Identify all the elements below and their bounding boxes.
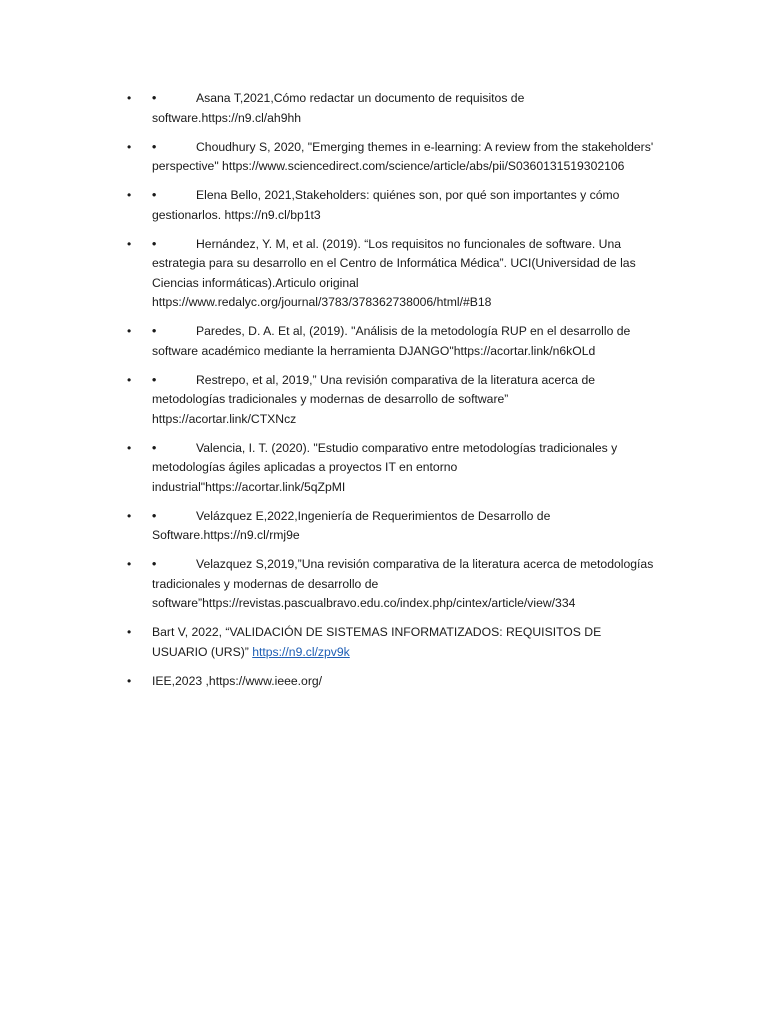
bullet: • [127, 508, 132, 523]
reference-text: Velazquez S,2019,”Una revisión comparativa de la literatura acerca de metodologías tradicionales y modernas de desarrollo de software”https://revistas.pascualbravo.edu.co/index.php/cintex/article/view/334 [152, 557, 654, 610]
reference-text: Valencia, I. T. (2020). "Estudio comparativo entre metodologías tradicionales y metodologías ágiles aplicadas a proyectos IT en entorno industrial"https://acortar.link/5qZpMI [152, 440, 618, 494]
inner-bullet: • [152, 372, 157, 387]
bullet: • [127, 673, 132, 688]
reference-text: Paredes, D. A. Et al, (2019). "Análisis de la metodología RUP en el desarrollo de software académico mediante la herramienta DJANGO"https://acortar.link/n6kOLd [152, 324, 631, 358]
inner-bullet: • [152, 557, 157, 571]
reference-text: Velázquez E,2022,Ingeniería de Requerimientos de Desarrollo de Software.https://n9.cl/rmj9e [152, 508, 551, 542]
bullet: • [127, 372, 132, 387]
inner-bullet: • [152, 440, 157, 455]
inner-bullet: • [152, 324, 157, 338]
list-item [124, 235, 654, 313]
reference-text: Bart V, 2022, “VALIDACIÓN DE SISTEMAS INFORMATIZADOS: REQUISITOS DE USUARIO (URS)” [152, 625, 602, 659]
list-item [124, 371, 654, 430]
inner-bullet: • [152, 188, 157, 202]
bullet: • [127, 625, 132, 639]
inner-bullet: • [152, 139, 157, 154]
reference-text: Elena Bello, 2021,Stakeholders: quiénes son, por qué son importantes y cómo gestionarlos. https://n9.cl/bp1t3 [152, 188, 620, 222]
inner-bullet: • [152, 91, 157, 105]
bullet: • [127, 236, 132, 251]
bullet: • [127, 91, 132, 105]
list-item [124, 186, 654, 225]
reference-link[interactable]: https://n9.cl/zpv9k [252, 644, 350, 659]
bullet: • [127, 139, 132, 154]
reference-text: Choudhury S, 2020, "Emerging themes in e-learning: A review from the stakeholders' perspective" https://www.sciencedirect.com/science/article/abs/pii/S0360131519302106 [152, 139, 654, 173]
bullet: • [127, 557, 132, 571]
reference-list [124, 89, 654, 701]
inner-bullet: • [152, 508, 157, 523]
list-item [124, 322, 654, 361]
list-item [124, 672, 654, 692]
list-item [124, 507, 654, 546]
reference-text: Asana T,2021,Cómo redactar un documento de requisitos de software.https://n9.cl/ah9hh [152, 91, 525, 125]
inner-bullet: • [152, 236, 157, 251]
reference-text: Hernández, Y. M, et al. (2019). “Los requisitos no funcionales de software. Una estrategia para su desarrollo en el Centro de Informática Médica”. UCI(Universidad de las Ciencias informáticas).Articulo original https://www.redalyc.org/journal/3783/378362738006/html/#B18 [152, 236, 636, 309]
list-item [124, 138, 654, 177]
reference-text: IEE,2023 ,https://www.ieee.org/ [152, 673, 323, 688]
bullet: • [127, 324, 132, 338]
list-item [124, 555, 654, 614]
bullet: • [127, 188, 132, 202]
list-item [124, 89, 654, 128]
list-item [124, 439, 654, 498]
bullet: • [127, 440, 132, 455]
list-item [124, 623, 654, 662]
reference-text: Restrepo, et al, 2019,” Una revisión comparativa de la literatura acerca de metodologías tradicionales y modernas de desarrollo de software” https://acortar.link/CTXNcz [152, 372, 596, 426]
